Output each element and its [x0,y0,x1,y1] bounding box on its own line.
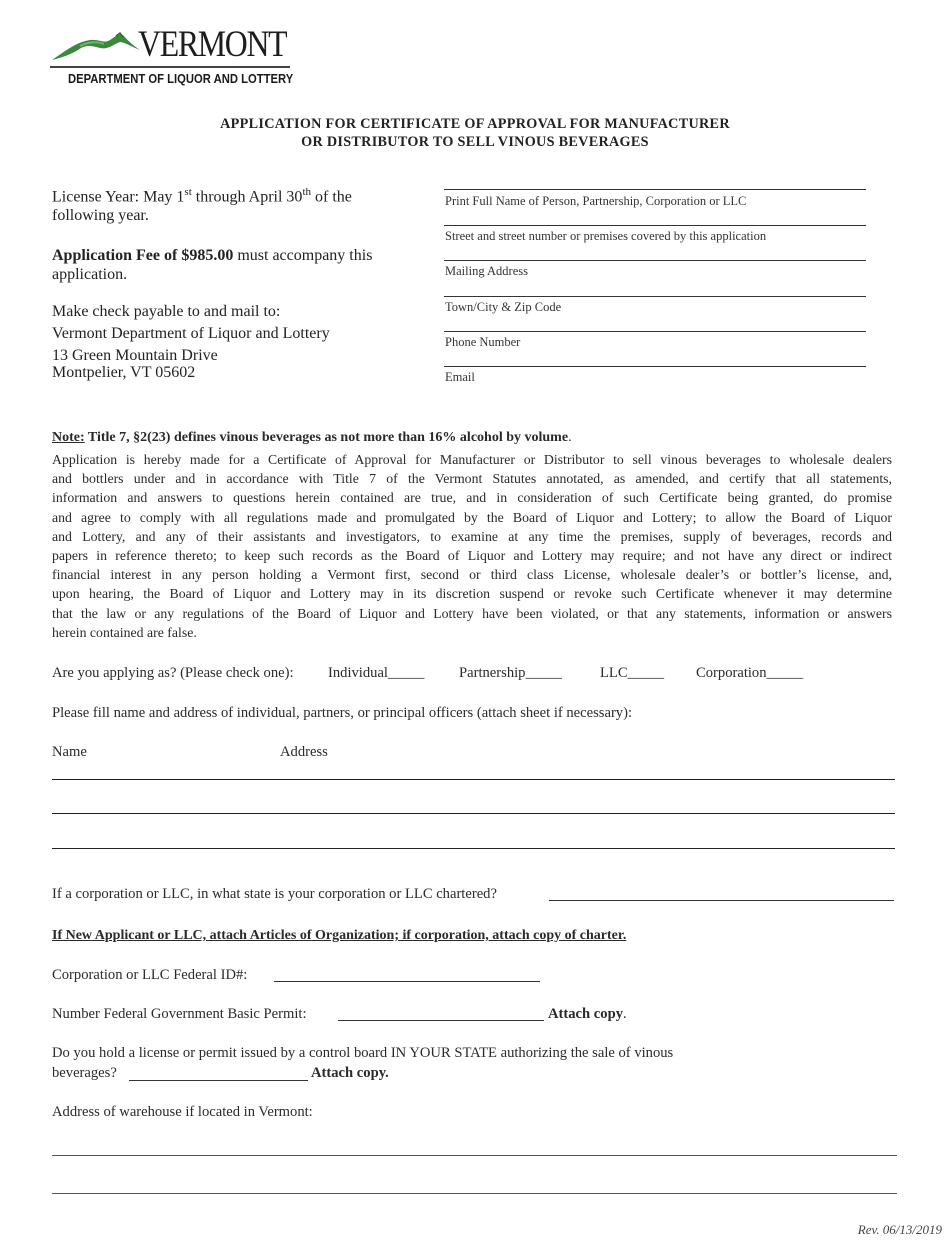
option-corporation[interactable]: Corporation_____ [696,665,804,681]
logo-divider [50,66,290,68]
federal-id-field[interactable] [274,981,540,982]
control-board-field[interactable] [129,1080,308,1081]
field-label-name: Print Full Name of Person, Partnership, Corporation or LLC [445,194,747,208]
option-partnership[interactable]: Partnership_____ [459,665,562,681]
form-title-line2: OR DISTRIBUTOR TO SELL VINOUS BEVERAGES [301,134,649,150]
federal-id-label: Corporation or LLC Federal ID#: [52,967,248,983]
license-year: License Year: May 1st through April 30th of the following year. [52,186,352,225]
field-line-mailing[interactable] [444,260,866,261]
logo-department: DEPARTMENT OF LIQUOR AND LOTTERY [68,72,294,86]
warehouse-line-1[interactable] [52,1155,897,1156]
officer-line-3[interactable] [52,848,895,849]
option-llc[interactable]: LLC_____ [600,665,665,681]
revision-date: Rev. 06/13/2019 [857,1222,942,1237]
control-board-question-cont: beverages? [52,1065,117,1081]
form-title-line1: APPLICATION FOR CERTIFICATE OF APPROVAL FOR MANUFACTURER [220,116,730,132]
warehouse-label: Address of warehouse if located in Vermont: [52,1104,313,1120]
column-address: Address [280,744,328,760]
field-line-name[interactable] [444,189,866,190]
field-line-street[interactable] [444,225,866,226]
officer-line-1[interactable] [52,779,895,780]
mountain-logo-icon [50,30,142,62]
terms-paragraph: Application is hereby made for a Certificate of Approval for Manufacturer or Distributor to sell vinous beverages to wholesale dealers and bottlers under and in accordance with Title 7 of the Vermont Statutes annotated, as amended, and certify that all statements, information and answers to questions herein contained are true, and in consideration of such Certificate being granted, do promise and agree to comply with all regulations made and promulgated by the Board of Liquor and Lottery; to allow the Board of Liquor and Lottery, and any of their assistants and investigators, to examine at any time the premises, supply of beverages, records and papers in reference thereto; to keep such records as the Board of Liquor and Lottery may require; and not have any direct or indirect financial interest in any person holding a Vermont first, second or third class License, wholesale dealer’s or bottler’s license, and, upon hearing, the Board of Liquor and Lottery may in its discretion suspend or revoke such Certificate whenever it may determine that the law or any regulations of the Board of Liquor and Lottery have been violated, or that any statements, information or answers herein contained are false. [52,452,892,640]
option-individual[interactable]: Individual_____ [328,665,425,681]
column-name: Name [52,744,87,760]
new-applicant-note: If New Applicant or LLC, attach Articles of Organization; if corporation, attach copy of charter. [52,928,627,943]
applying-question: Are you applying as? (Please check one): [52,665,294,681]
field-label-mailing: Mailing Address [445,264,528,278]
basic-permit-label: Number Federal Government Basic Permit: [52,1006,307,1022]
field-label-email: Email [445,370,475,384]
logo-wordmark: VERMONT [138,24,287,65]
field-label-town: Town/City & Zip Code [445,300,562,314]
field-line-email[interactable] [444,366,866,367]
field-label-street: Street and street number or premises covered by this application [445,229,767,243]
control-board-attach: Attach copy. [311,1065,389,1081]
note-line: Note: Title 7, §2(23) defines vinous beverages as not more than 16% alcohol by volume. [52,430,572,445]
mailing-instructions: Make check payable to and mail to: Vermont Department of Liquor and Lottery 13 Green Mountain Drive Montpelier, VT 05602 [52,303,330,382]
state-chartered-field[interactable] [549,900,894,901]
officer-line-2[interactable] [52,813,895,814]
field-line-phone[interactable] [444,331,866,332]
warehouse-line-2[interactable] [52,1193,897,1194]
basic-permit-field[interactable] [338,1020,544,1021]
field-line-town[interactable] [444,296,866,297]
control-board-question: Do you hold a license or permit issued by a control board IN YOUR STATE authorizing the sale of vinous [52,1045,674,1061]
state-chartered-question: If a corporation or LLC, in what state is your corporation or LLC chartered? [52,886,497,902]
basic-permit-attach: Attach copy. [548,1006,627,1022]
fill-instructions: Please fill name and address of individual, partners, or principal officers (attach sheet if necessary): [52,705,633,721]
application-fee: Application Fee of $985.00 must accompany this application. [52,247,373,283]
field-label-phone: Phone Number [445,335,521,349]
